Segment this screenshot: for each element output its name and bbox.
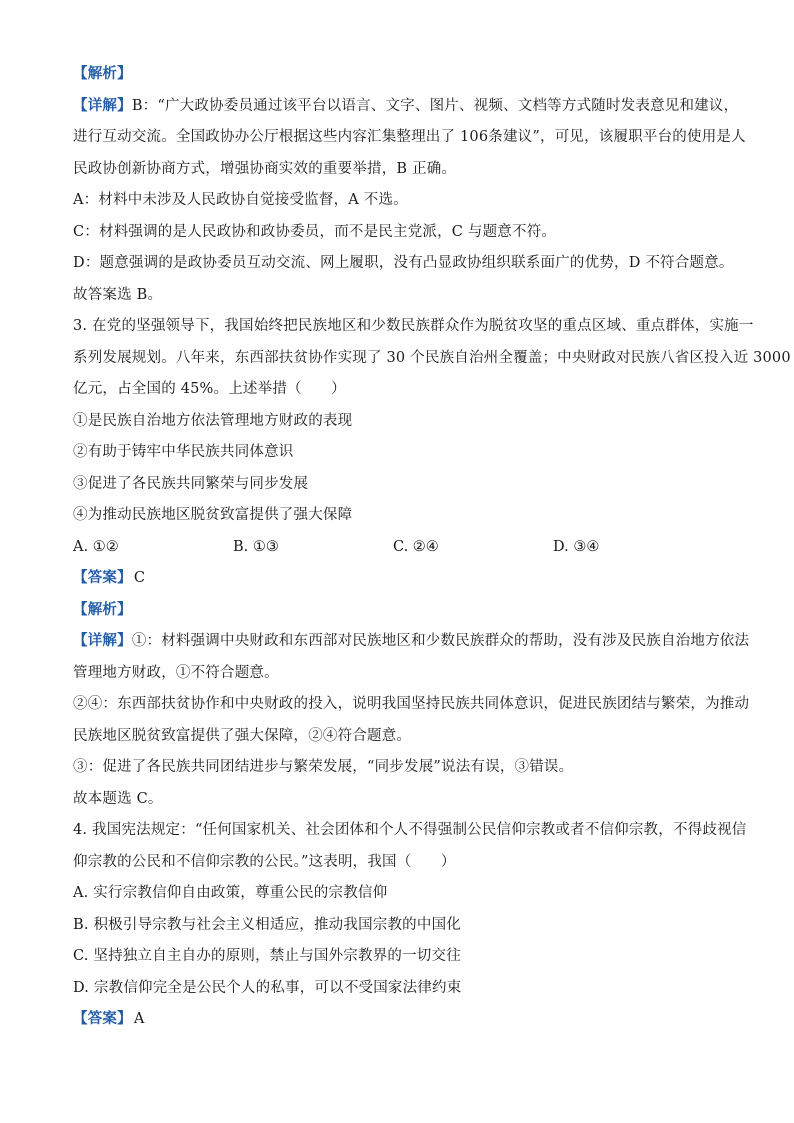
detail-text: B：“广大政协委员通过该平台以语言、文字、图片、视频、文档等方式随时发表意见和建议， bbox=[131, 97, 739, 114]
question-3-stem bbox=[73, 316, 791, 399]
question-3-choices bbox=[73, 537, 723, 557]
detail-text: ①：材料强调中央财政和东西部对民族地区和少数民族群众的帮助，没有涉及民族自治地方依法 bbox=[131, 633, 750, 649]
answer-value: A bbox=[133, 1011, 145, 1027]
option-a-analysis: A：材料中未涉及人民政协自觉接受监督，A 不选。 bbox=[73, 192, 408, 208]
detail-tag: 【详解】 bbox=[73, 97, 132, 114]
detail-text: ②④：东西部扶贫协作和中央财政的投入，说明我国坚持民族共同体意识，促进民族团结与繁荣，为推动 bbox=[73, 696, 750, 712]
detail-paragraph-1 bbox=[73, 96, 746, 179]
option-c-analysis: C：材料强调的是人民政协和政协委员，而不是民主党派，C 与题意不符。 bbox=[73, 223, 557, 240]
document-page bbox=[73, 64, 791, 1041]
option-d-analysis: D：题意强调的是政协委员互动交流、网上履职，没有凸显政协组织联系面广的优势，D 不符合题意。 bbox=[73, 255, 734, 271]
detail-text: 进行互动交流。全国政协办公厅根据这些内容汇集整理出了 106条建议”，可见，该履职平台的使用是人 bbox=[73, 129, 746, 145]
choice-c: C. ②④ bbox=[393, 538, 439, 555]
choice-b: B. ①③ bbox=[233, 538, 279, 555]
answer-tag: 【答案】 bbox=[73, 570, 132, 586]
q4-choice-d: D. 宗教信仰完全是公民个人的私事，可以不受国家法律约束 bbox=[73, 979, 462, 996]
detail-paragraph-2 bbox=[73, 631, 750, 777]
question-4-stem bbox=[73, 820, 747, 872]
statement-1: ①是民族自治地方依法管理地方财政的表现 bbox=[73, 412, 353, 429]
answer-line bbox=[73, 568, 723, 588]
choice-a: A. ①② bbox=[73, 538, 119, 555]
choice-d: D. ③④ bbox=[553, 538, 600, 555]
q4-choice-a: A. 实行宗教信仰自由政策，尊重公民的宗教信仰 bbox=[73, 885, 388, 901]
analysis-heading: 【解析】 bbox=[73, 601, 132, 618]
question-text: 系列发展规划。八年来，东西部扶贫协作实现了 30 个民族自治州全覆盖；中央财政对民族八省区投入近 3000 bbox=[73, 349, 791, 366]
detail-text: ③：促进了各民族共同团结进步与繁荣发展，“同步发展”说法有误，③错误。 bbox=[73, 759, 574, 775]
analysis-heading: 【解析】 bbox=[73, 66, 132, 82]
conclusion: 故答案选 B。 bbox=[73, 286, 163, 303]
question-text: 4. 我国宪法规定：“任何国家机关、社会团体和个人不得强制公民信仰宗教或者不信仰宗教，不得歧视信 bbox=[73, 822, 747, 838]
q4-choice-c: C. 坚持独立自主自办的原则，禁止与国外宗教界的一切交往 bbox=[73, 948, 461, 964]
statement-3: ③促进了各民族共同繁荣与同步发展 bbox=[73, 475, 309, 492]
statement-2: ②有助于铸牢中华民族共同体意识 bbox=[73, 444, 294, 460]
detail-text: 民族地区脱贫致富提供了强大保障，②④符合题意。 bbox=[73, 727, 412, 744]
detail-text: 管理地方财政，①不符合题意。 bbox=[73, 664, 279, 681]
conclusion: 故本题选 C。 bbox=[73, 790, 163, 807]
answer-value: C bbox=[133, 570, 146, 586]
q4-choice-b: B. 积极引导宗教与社会主义相适应，推动我国宗教的中国化 bbox=[73, 916, 461, 933]
question-text: 亿元，占全国的 45%。上述举措（ ） bbox=[73, 381, 346, 397]
answer-line bbox=[73, 1009, 723, 1029]
statement-4: ④为推动民族地区脱贫致富提供了强大保障 bbox=[73, 507, 353, 523]
detail-text: 民政协创新协商方式，增强协商实效的重要举措，B 正确。 bbox=[73, 160, 457, 177]
detail-tag: 【详解】 bbox=[73, 633, 132, 649]
answer-tag: 【答案】 bbox=[73, 1011, 132, 1027]
question-text: 仰宗教的公民和不信仰宗教的公民。”这表明，我国（ ） bbox=[73, 853, 456, 870]
question-text: 3. 在党的坚强领导下，我国始终把民族地区和少数民族群众作为脱贫攻坚的重点区域、重点群体，实施一 bbox=[73, 318, 754, 334]
